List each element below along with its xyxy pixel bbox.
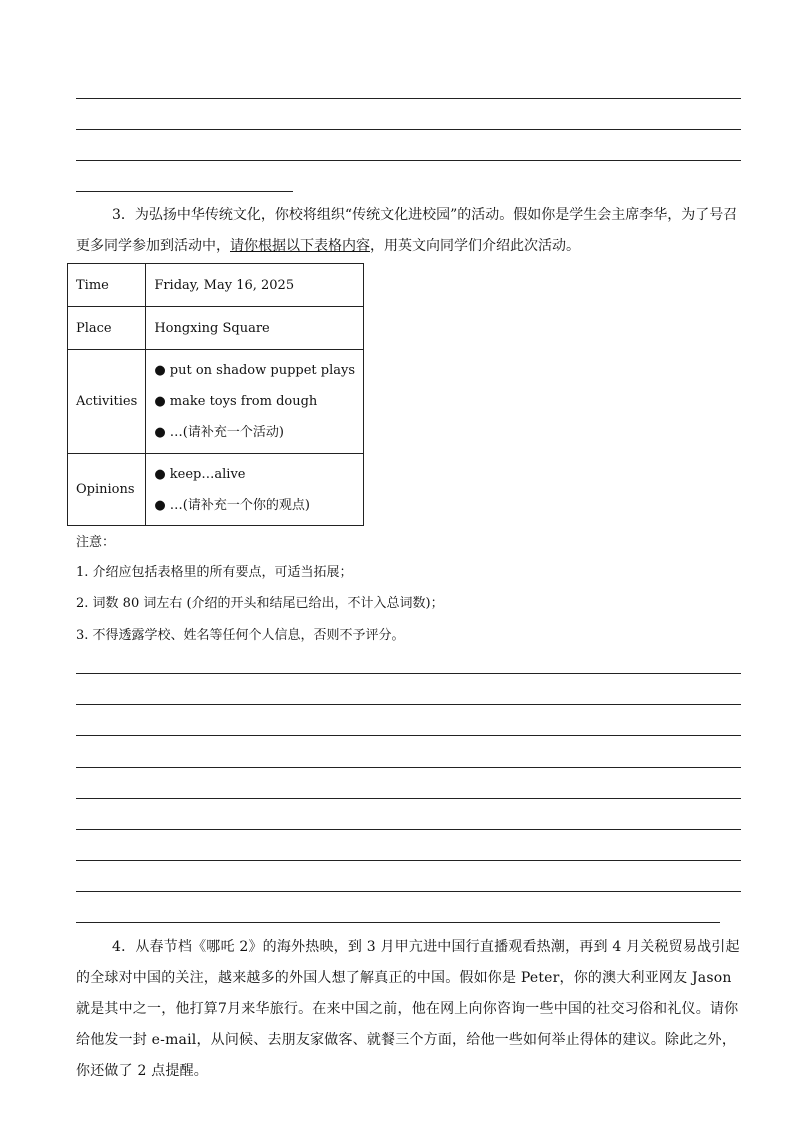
place-value: Hongxing Square (146, 307, 364, 350)
answer-line (76, 160, 741, 161)
question-3-underlined-text: 请你根据以下表格内容 (230, 238, 370, 254)
time-label: Time (68, 264, 146, 307)
activities-label: Activities (68, 350, 146, 454)
note-item: 1. 介绍应包括表格里的所有要点，可适当拓展； (76, 565, 353, 580)
answer-line (76, 829, 741, 830)
answer-line (76, 673, 741, 674)
table-row (68, 350, 364, 454)
note-item: 3. 不得透露学校、姓名等任何个人信息，否则不予评分。 (76, 628, 405, 643)
opinions-cell (146, 454, 364, 526)
activity-info-table (67, 263, 364, 526)
answer-line (76, 767, 741, 768)
opinion-item: ● …(请补充一个你的观点) (154, 497, 310, 513)
activity-item: ● …(请补充一个活动) (154, 425, 284, 440)
question-4-number: 4． (112, 939, 136, 955)
answer-line (76, 798, 741, 799)
question-3-number: 3． (112, 207, 135, 223)
table-row (68, 307, 364, 350)
place-label: Place (68, 307, 146, 350)
opinion-item: ● keep…alive (154, 466, 246, 482)
table-row (68, 454, 364, 526)
question-4-prompt (76, 932, 742, 1087)
note-item: 2. 词数 80 词左右 (介绍的开头和结尾已给出，不计入总词数)； (76, 596, 444, 611)
question-3-prompt (76, 200, 742, 262)
opinions-label: Opinions (68, 454, 146, 526)
answer-line (76, 704, 741, 705)
answer-line (76, 922, 720, 923)
activities-cell (146, 350, 364, 454)
answer-line (76, 891, 741, 892)
answer-line (76, 735, 741, 736)
answer-line (76, 860, 741, 861)
question-3-text-end: ，用英文向同学们介绍此次活动。 (370, 238, 580, 254)
table-row (68, 264, 364, 307)
question-4-text: 从春节档《哪吒 2》的海外热映，到 3 月甲亢进中国行直播观看热潮，再到 4 月关税贸易战引起的全球对中国的关注，越来越多的外国人想了解真正的中国。假如你是 Peter，你的澳大利亚网友 Jason 就是其中之一，他打算7月来华旅行。在来中国之前，他在网上向你咨询一些中国的社交习俗和礼仪。请你给他发一封 e-mail，从问候、去朋友家做客、就餐三个方面，给他一些如何举止得体的建议。除此之外，你还做了 2 点提醒。 (76, 939, 740, 1079)
notes-heading: 注意： (76, 535, 116, 550)
answer-line (76, 98, 741, 99)
answer-line-short (76, 191, 293, 192)
activity-item: ● put on shadow puppet plays (154, 363, 356, 378)
question-3-text: 为弘扬中华传统文化，你校将组织“传统文化进校园”的活动。假如你是学生会主席李华，为了号召更多同学参加到活动中， (76, 207, 738, 254)
answer-line (76, 129, 741, 130)
activity-item: ● make toys from dough (154, 394, 318, 409)
time-value: Friday, May 16, 2025 (146, 264, 364, 307)
